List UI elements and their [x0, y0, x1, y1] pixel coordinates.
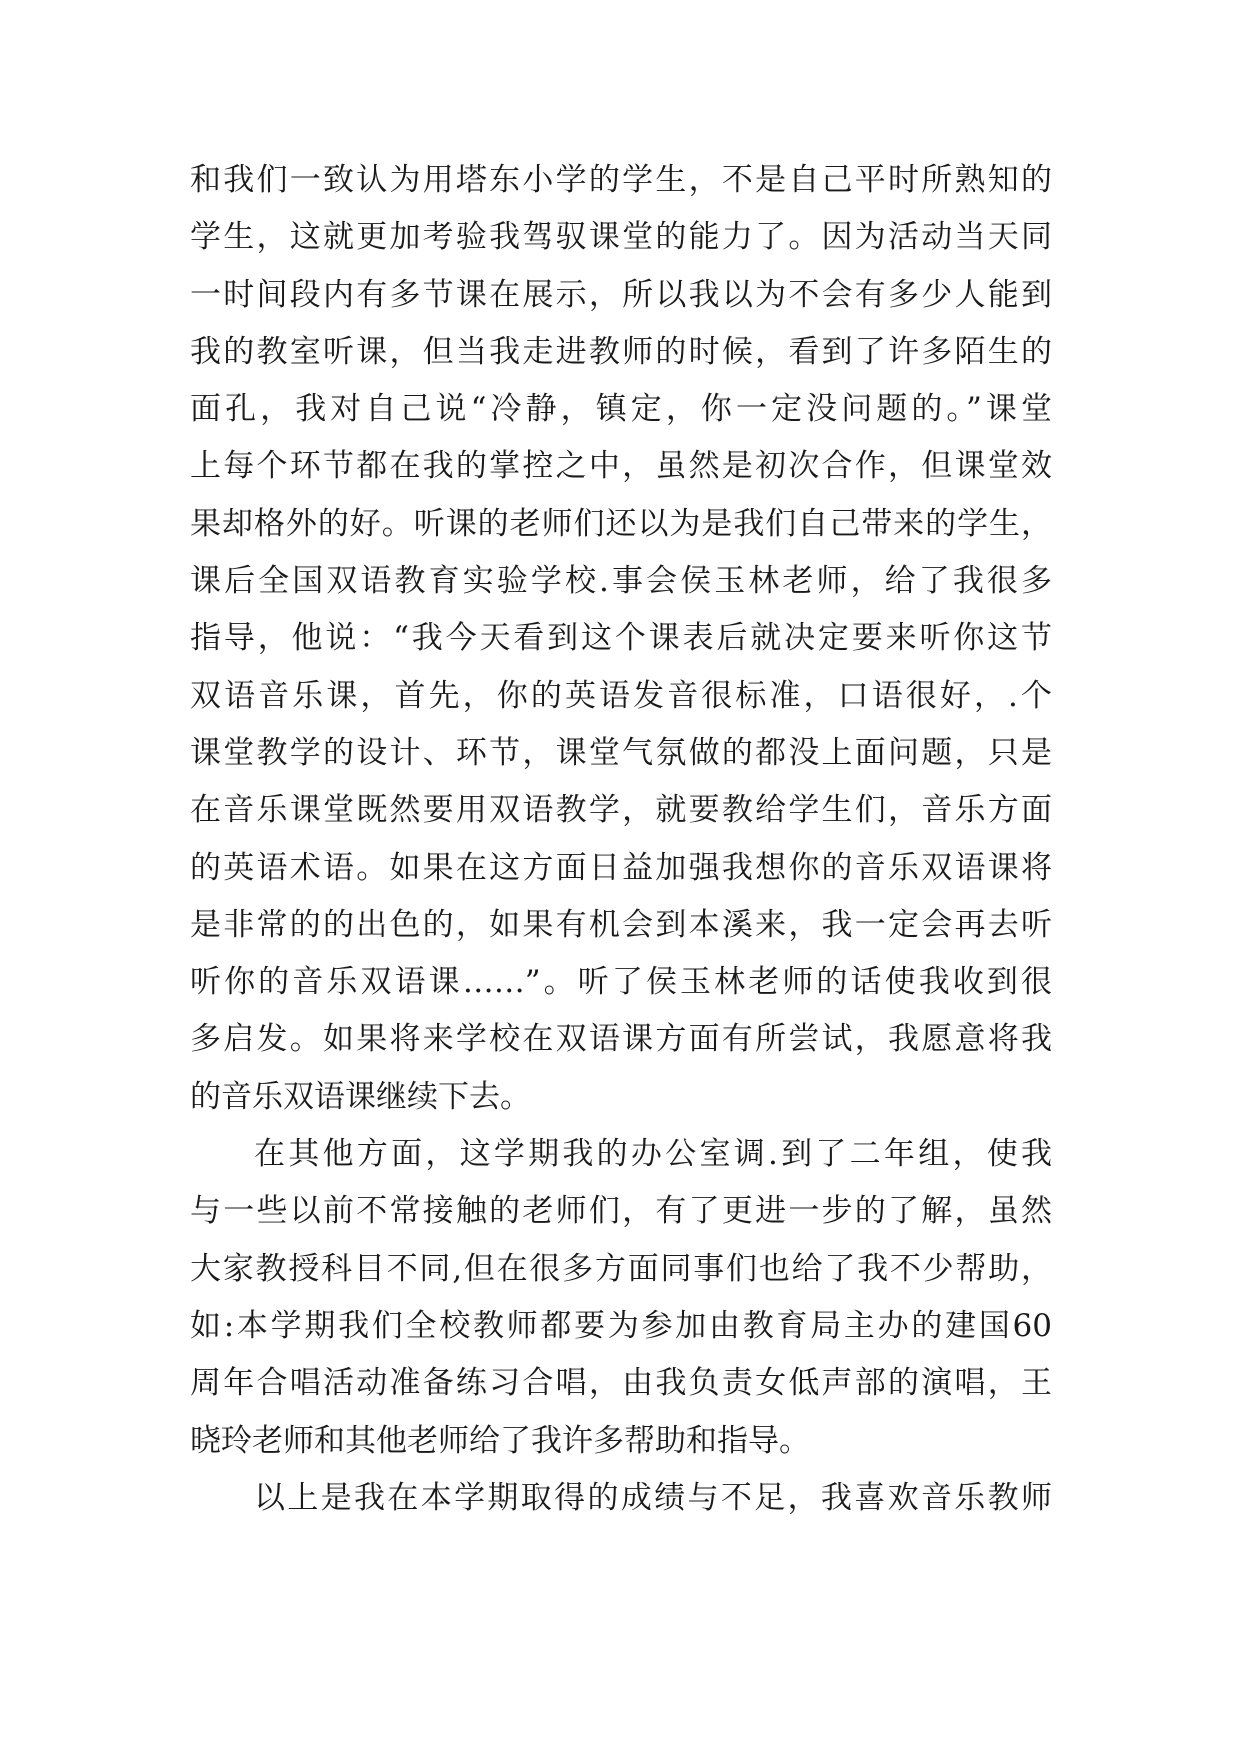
text-line: 与一些以前不常接触的老师们，有了更进一步的了解，虽然 [190, 1193, 1052, 1230]
text-line: 面孔，我对自己说“冷静，镇定，你一定没问题的。”课堂 [190, 391, 1052, 428]
text-line: 上每个环节都在我的掌控之中，虽然是初次合作，但课堂效 [190, 448, 1052, 485]
text-line: 学生，这就更加考验我驾驭课堂的能力了。因为活动当天同 [190, 219, 1052, 256]
text-line: 我的教室听课，但当我走进教师的时候，看到了许多陌生的 [190, 333, 1052, 370]
text-line: 双语音乐课，首先，你的英语发音很标准，口语很好，.个 [190, 677, 1052, 714]
text-line: 的英语术语。如果在这方面日益加强我想你的音乐双语课将 [190, 849, 1052, 886]
text-line: 听你的音乐双语课……”。听了侯玉林老师的话使我收到很 [190, 964, 1052, 1001]
text-line: 大家教授科目不同,但在很多方面同事们也给了我不少帮助， [190, 1250, 1052, 1287]
text-line: 晓玲老师和其他老师给了我许多帮助和指导。 [190, 1422, 810, 1459]
text-line: 多启发。如果将来学校在双语课方面有所尝试，我愿意将我 [190, 1021, 1052, 1058]
text-line: 是非常的的出色的，如果有机会到本溪来，我一定会再去听 [190, 906, 1052, 943]
text-line: 果却格外的好。听课的老师们还以为是我们自己带来的学生， [190, 505, 1052, 542]
text-line: 在音乐课堂既然要用双语教学，就要教给学生们，音乐方面 [190, 792, 1052, 829]
text-line: 指导，他说：“我今天看到这个课表后就决定要来听你这节 [190, 620, 1052, 657]
text-line: 和我们一致认为用塔东小学的学生，不是自己平时所熟知的 [190, 162, 1052, 198]
text-line: 课后全国双语教育实验学校.事会侯玉林老师，给了我很多 [190, 563, 1052, 600]
text-line: 周年合唱活动准备练习合唱，由我负责女低声部的演唱，王 [190, 1365, 1052, 1402]
paragraph-first-line: 以上是我在本学期取得的成绩与不足，我喜欢音乐教师 [254, 1479, 1052, 1516]
text-line: 如:本学期我们全校教师都要为参加由教育局主办的建国60 [190, 1307, 1052, 1344]
text-line: 的音乐双语课继续下去。 [190, 1078, 531, 1115]
text-line: 课堂教学的设计、环节，课堂气氛做的都没上面问题，只是 [190, 734, 1052, 771]
paragraph-first-line: 在其他方面，这学期我的办公室调.到了二年组，使我 [254, 1136, 1052, 1173]
text-line: 一时间段内有多节课在展示，所以我以为不会有多少人能到 [190, 276, 1052, 313]
body-text [190, 152, 1052, 1527]
